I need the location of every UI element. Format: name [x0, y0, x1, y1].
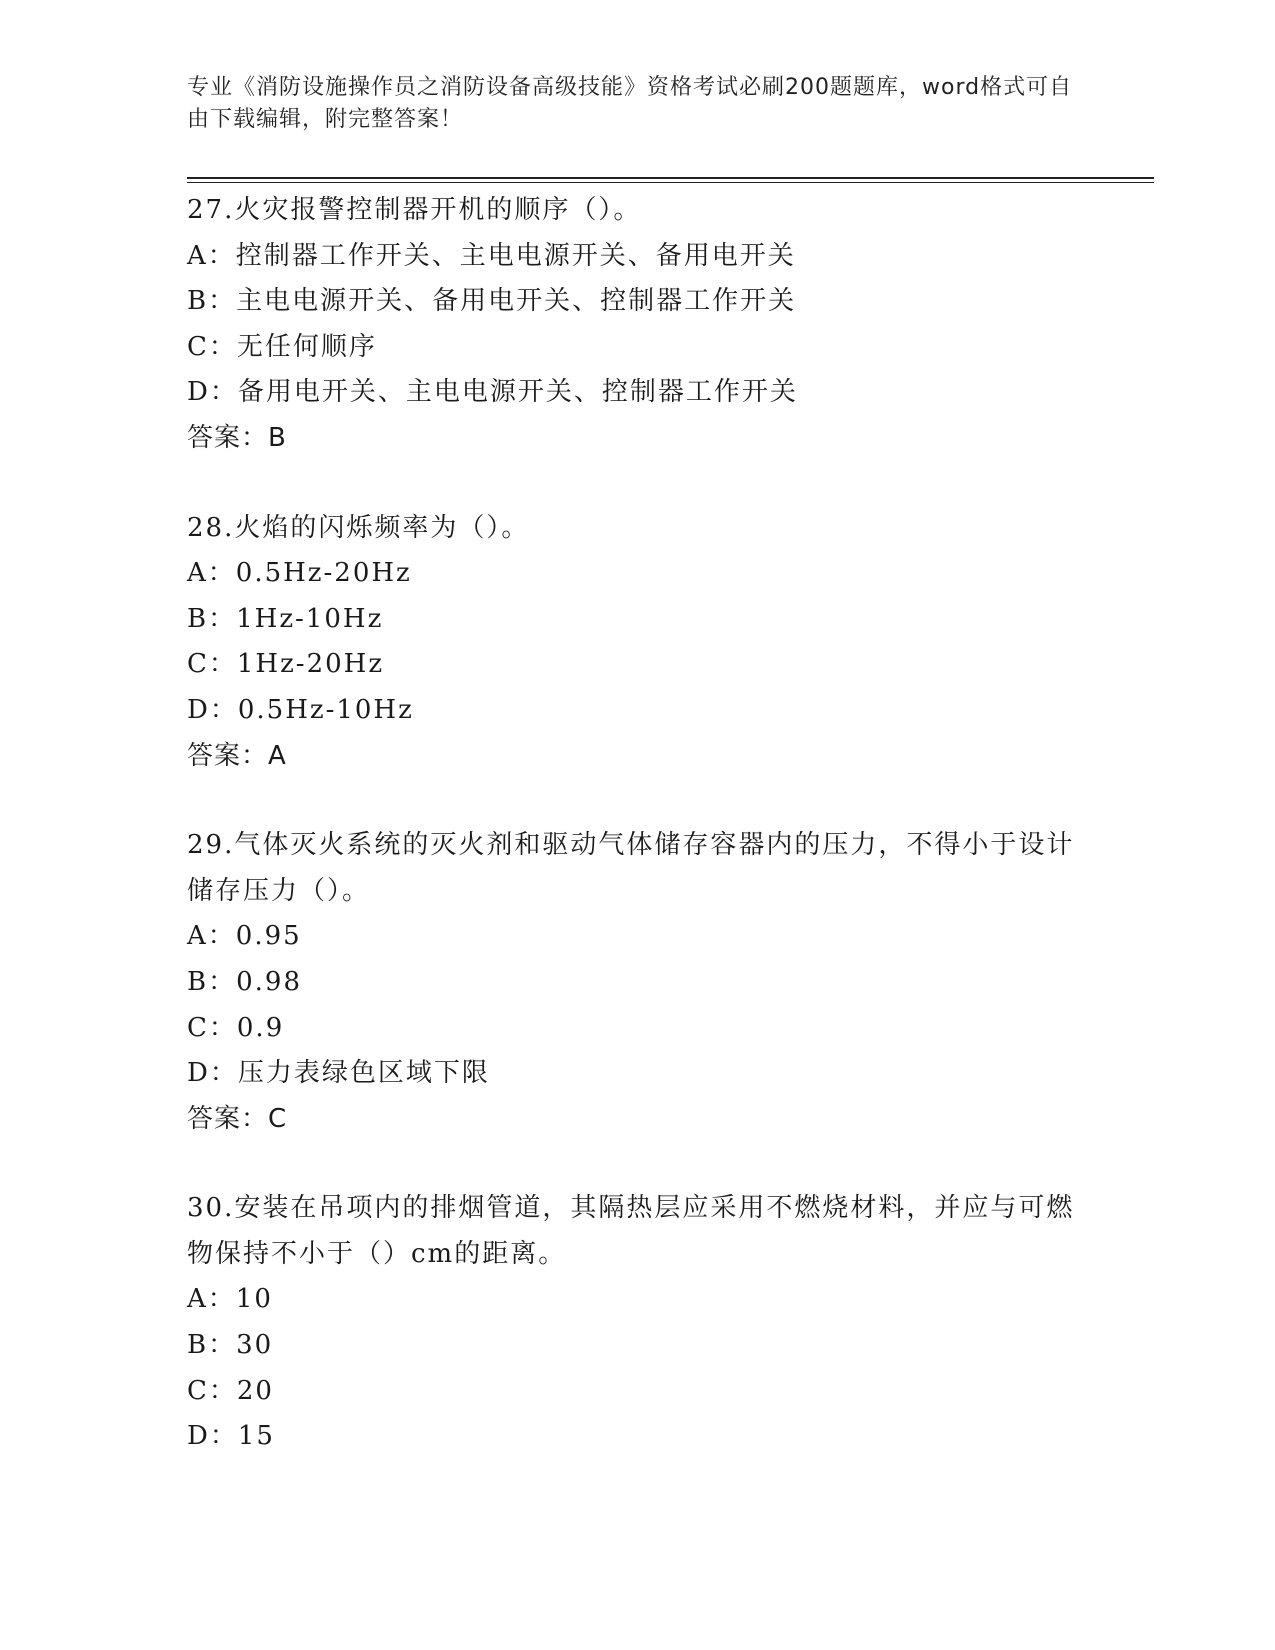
option-c: C：20 — [187, 1375, 274, 1406]
option-c: C：0.9 — [187, 1012, 285, 1043]
option-a: A：10 — [187, 1284, 273, 1315]
question-stem: 29.气体灭火系统的灭火剂和驱动气体储存容器内的压力，不得小于设计储存压力（）。 — [187, 830, 1075, 906]
question-stem: 28.火焰的闪烁频率为（）。 — [187, 512, 530, 543]
question-27 — [187, 188, 1087, 462]
question-28 — [187, 506, 1087, 780]
option-d: D：备用电开关、主电电源开关、控制器工作开关 — [187, 377, 798, 408]
option-c: C：无任何顺序 — [187, 331, 377, 362]
option-b: B：主电电源开关、备用电开关、控制器工作开关 — [187, 286, 797, 317]
answer: 答案：A — [187, 740, 287, 771]
answer: 答案：B — [187, 422, 287, 453]
header-rule-thin — [187, 182, 1154, 183]
question-list — [187, 188, 1087, 1504]
question-stem: 30.安装在吊项内的排烟管道，其隔热层应采用不燃烧材料，并应与可燃物保持不小于（）cm的距离。 — [187, 1193, 1075, 1269]
option-a: A：0.5Hz-20Hz — [187, 558, 412, 589]
question-30 — [187, 1186, 1087, 1460]
option-b: B：0.98 — [187, 966, 302, 997]
question-stem: 27.火灾报警控制器开机的顺序（）。 — [187, 195, 642, 225]
option-b: B：1Hz-10Hz — [187, 603, 384, 634]
option-c: C：1Hz-20Hz — [187, 649, 385, 680]
question-29 — [187, 823, 1087, 1142]
option-d: D：15 — [187, 1421, 275, 1452]
option-d: D：压力表绿色区域下限 — [187, 1058, 490, 1089]
header-rule-thick — [187, 177, 1154, 179]
option-d: D：0.5Hz-10Hz — [187, 694, 414, 725]
option-a: A：0.95 — [187, 921, 302, 952]
document-header: 专业《消防设施操作员之消防设备高级技能》资格考试必刷200题题库，word格式可自由下载编辑，附完整答案！ — [187, 75, 1073, 132]
option-b: B：30 — [187, 1330, 274, 1361]
option-a: A：控制器工作开关、主电电源开关、备用电开关 — [187, 240, 796, 271]
answer: 答案：C — [187, 1103, 288, 1134]
